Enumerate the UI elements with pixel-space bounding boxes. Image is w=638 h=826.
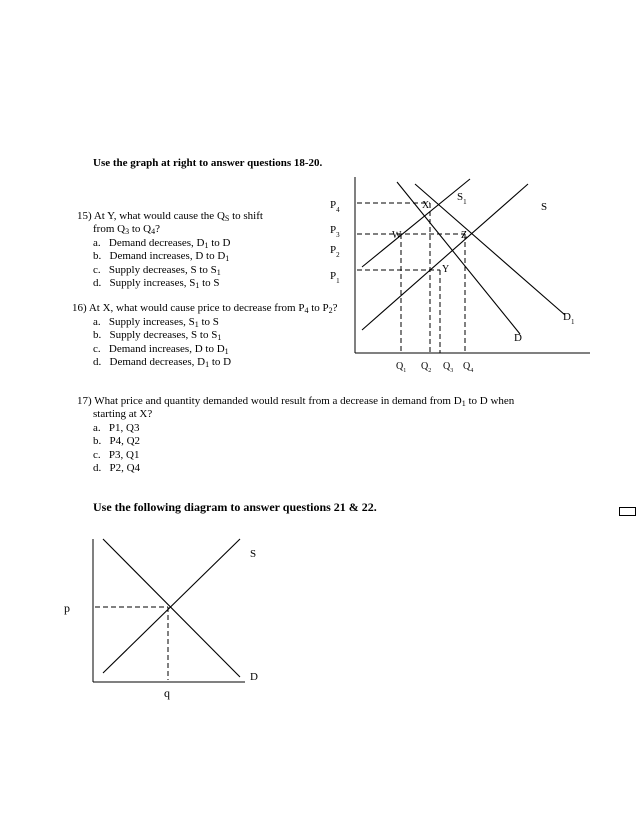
supply-label: S [250,548,257,560]
point-label-w: W [392,230,402,241]
option-15b: b. Demand increases, D to D1 [93,250,230,263]
price-label-p3: $P_3$ [330,224,340,239]
supply-demand-shift-graph [300,170,600,380]
option-16b: b. Supply decreases, S to S1 [93,329,222,342]
supply-curve-s1 [362,179,470,267]
question-17-line2: starting at X? [93,408,153,420]
instruction-bottom: Use the following diagram to answer questions 21 & 22. [93,500,377,514]
page-marker-box [619,507,636,516]
option-17b: b. P4, Q2 [93,435,141,447]
question-15-line2: from Q3 to Q4? [93,223,160,236]
option-15a: a. Demand decreases, D1 to D [93,237,231,250]
question-16: 16) At X, what would cause price to decrease from P4 to P2? [72,302,338,315]
dashed-guides [95,607,168,680]
question-number: 16) [72,302,87,314]
demand-curve-d [397,182,520,334]
question-number: 17) [77,395,92,407]
option-17d: d. P2, Q4 [93,462,141,474]
quantity-label-q3: $Q_3$ [443,361,454,374]
instruction-top: Use the graph at right to answer questions 18-20. [93,157,323,169]
point-label-y: Y [442,264,450,275]
option-15c: c. Supply decreases, S to S1 [93,264,221,277]
option-16c: c. Demand increases, D to D1 [93,343,229,356]
option-17a: a. P1, Q3 [93,422,140,434]
supply-curve-s [362,184,528,330]
curve-label-d1: $D_1$ [563,311,575,326]
price-label-p1: $P_1$ [330,270,340,285]
question-number: 15) [77,210,92,222]
option-16d: d. Demand decreases, D1 to D [93,356,232,369]
question-15: 15) At Y, what would cause the QS to shift [77,210,263,223]
price-label-p4: $P_4$ [330,199,340,214]
curve-label-s1: $S_1$ [457,191,467,206]
point-label-z: Z [461,230,468,241]
price-label-p2: $P_2$ [330,244,340,259]
question-17: 17) What price and quantity demanded would result from a decrease in demand from D1 to D when [77,395,515,408]
option-15d: d. Supply increases, S1 to S [93,277,220,290]
curve-label-s: S [541,201,548,213]
point-label-x: X [422,200,430,211]
quantity-label: q [164,686,170,700]
demand-label: D [250,671,258,683]
curve-label-d: D [514,332,522,344]
quantity-label-q2: $Q_2$ [421,361,432,374]
option-16a: a. Supply increases, S1 to S [93,316,219,329]
quantity-label-q4: $Q_4$ [463,361,474,374]
quantity-label-q1: $Q_1$ [396,361,407,374]
dashed-guides [357,203,468,353]
option-17c: c. P3, Q1 [93,449,140,461]
equilibrium-graph [55,530,285,710]
price-label: p [64,601,70,615]
